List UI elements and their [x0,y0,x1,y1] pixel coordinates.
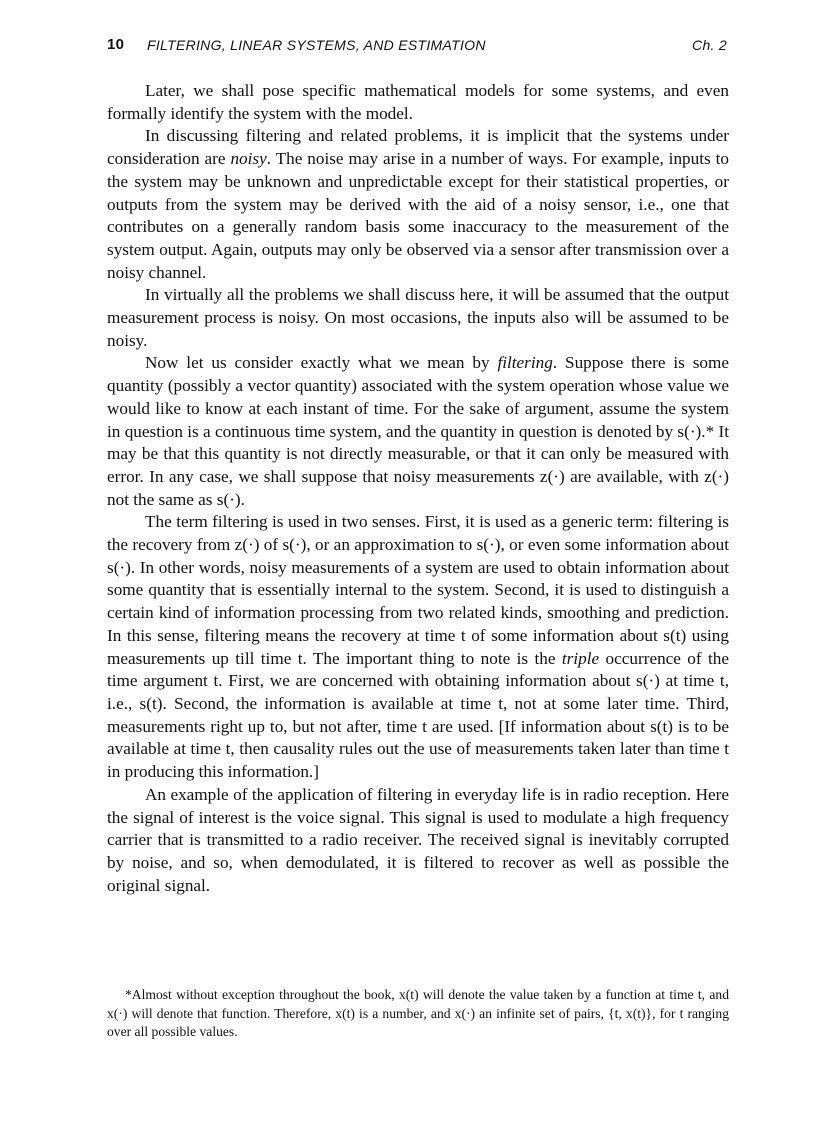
footnote [107,986,729,1042]
running-title: FILTERING, LINEAR SYSTEMS, AND ESTIMATION [147,37,486,53]
page-number: 10 [107,36,125,53]
emphasis: filtering [497,353,553,373]
body-text [107,80,729,897]
paragraph: Now let us consider exactly what we mean by filtering. Suppose there is some quantity (possibly a vector quantity) associated with the system operation whose value we would like to know at each instant of time. For the sake of argument, assume the system in question is a continuous time system, and the quantity in question is denoted by s(·).* It may be that this quantity is not directly measurable, or that it can only be measured with error. In any case, we shall suppose that noisy measurements z(·) are available, with z(·) not the same as s(·). [107,353,729,509]
page-header [107,36,727,58]
paragraph: The term filtering is used in two senses. First, it is used as a generic term: filtering is the recovery from z(·) of s(·), or an approximation to s(·), or even some information about s(·). In other words, noisy measurements of a system are used to obtain information about some quantity that is essentially internal to the system. Second, it is used to distinguish a certain kind of information processing from two related kinds, smoothing and prediction. In this sense, filtering means the recovery at time t of some information about s(t) using measurements up till time t. The important thing to note is the triple occurrence of the time argument t. First, we are concerned with obtaining information about s(·) at time t, i.e., s(t). Second, the information is available at time t, not at some later time. Third, measurements right up to, but not after, time t are used. [If information about s(t) is to be available at time t, then causality rules out the use of measurements taken later than time t in producing this information.] [107,512,730,782]
emphasis: noisy [230,149,267,169]
footnote-text: *Almost without exception throughout the book, x(t) will denote the value taken by a function at time t, and x(·) will denote that function. Therefore, x(t) is a number, and x(·) an infinite set of pairs, {t, x(t)}, for t ranging over all possible values. [107,987,729,1039]
paragraph: In discussing filtering and related problems, it is implicit that the systems under consideration are noisy. The noise may arise in a number of ways. For example, inputs to the system may be unknown and unpredictable except for their statistical properties, or outputs from the system may be derived with the aid of a noisy sensor, i.e., one that contributes on a generally random basis some inaccuracy to the measurement of the system output. Again, outputs may only be observed via a sensor after transmission over a noisy channel. [107,126,729,282]
paragraph: Later, we shall pose specific mathematical models for some systems, and even formally identify the system with the model. [107,81,729,123]
chapter-label: Ch. 2 [692,37,727,53]
paragraph: An example of the application of filtering in everyday life is in radio reception. Here the signal of interest is the voice signal. This signal is used to modulate a high frequency carrier that is transmitted to a radio receiver. The received signal is inevitably corrupted by noise, and so, when demodulated, it is filtered to recover as well as possible the original signal. [107,784,729,895]
paragraph: In virtually all the problems we shall discuss here, it will be assumed that the output measurement process is noisy. On most occasions, the inputs also will be assumed to be noisy. [107,285,729,350]
emphasis: triple [561,648,600,668]
